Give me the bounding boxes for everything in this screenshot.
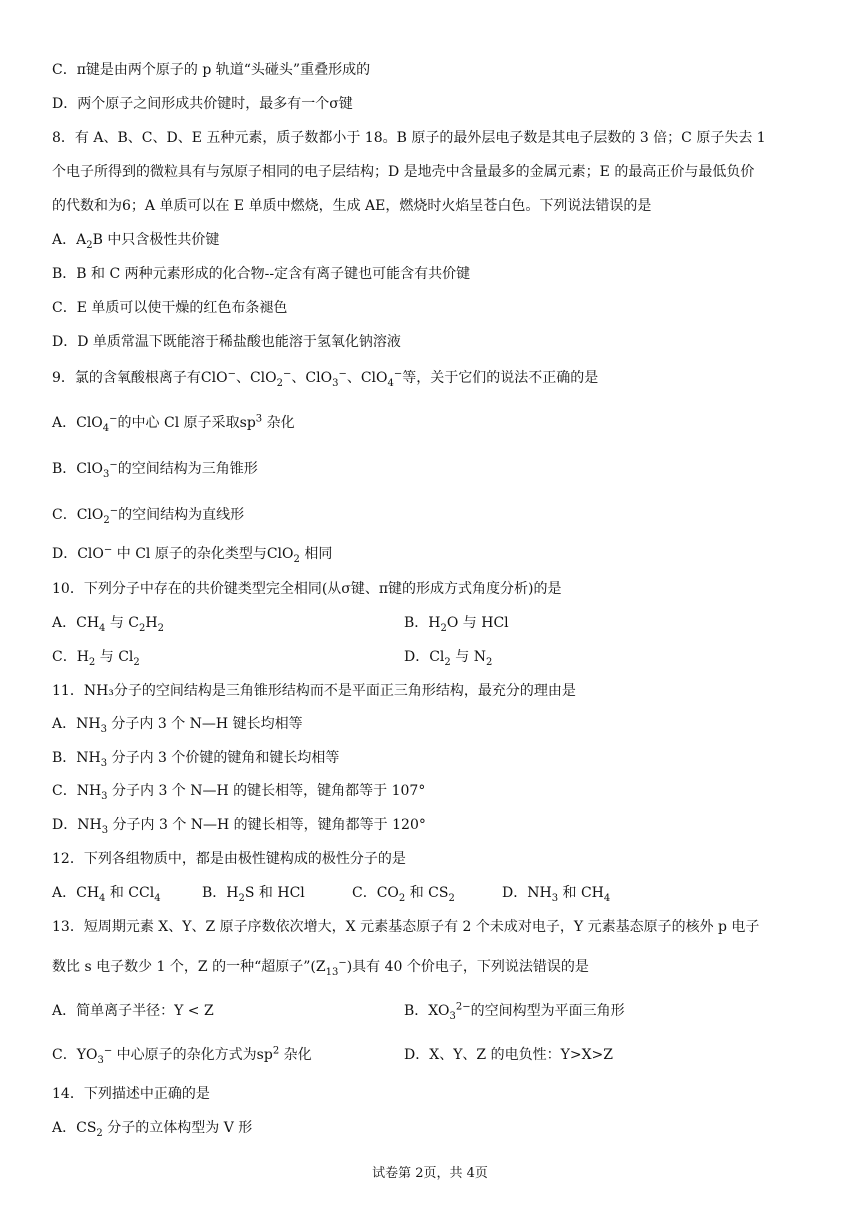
option-d-q11: D．$NH_3$ 分子内 3 个 N—H 的键长相等，键角都等于 120° xyxy=(52,817,426,836)
option-b-q11: B．$NH_3$ 分子内 3 个价键的键角和键长均相等 xyxy=(52,750,340,769)
option-a-q11: A．$NH_3$ 分子内 3 个 N—H 键长均相等 xyxy=(52,716,303,735)
question-14: 14．下列描述中正确的是 xyxy=(52,1086,210,1102)
question-12: 12．下列各组物质中，都是由极性键构成的极性分子的是 xyxy=(52,851,406,867)
question-8-line3: 的代数和为6；A 单质可以在 E 单质中燃烧，生成 AE，燃烧时火焰呈苍白色。下列说法错误的是 xyxy=(52,198,652,214)
question-10: 10．下列分子中存在的共价键类型完全相同(从σ键、π键的形成方式角度分析)的是 xyxy=(52,581,562,597)
option-c-q9: C．ClO$_2$−的空间结构为直线形 xyxy=(52,505,245,526)
question-11: 11．NH₃分子的空间结构是三角锥形结构而不是平面正三角形结构，最充分的理由是 xyxy=(52,683,576,699)
option-c-q8: C．E 单质可以使干燥的红色布条褪色 xyxy=(52,300,288,316)
options-ab-q13: A．简单离子半径：Y < Z B．$XO_3^{2-}$的空间构型为平面三角形 xyxy=(52,1001,625,1022)
option-b-q9: B．ClO$_3$−的空间结构为三角锥形 xyxy=(52,459,258,480)
option-d-q8: D．D 单质常温下既能溶于稀盐酸也能溶于氢氧化钠溶液 xyxy=(52,334,401,350)
option-b-q8: B．B 和 C 两种元素形成的化合物--定含有离子键也可能含有共价键 xyxy=(52,266,471,282)
question-13-line1: 13．短周期元素 X、Y、Z 原子序数依次增大，X 元素基态原子有 2 个未成对电子，Y 元素基态原子的核外 p 电子 xyxy=(52,919,760,935)
option-a-q9: A．ClO$_4$−的中心 Cl 原子采取$sp^3$ 杂化 xyxy=(52,413,295,434)
option-c-q11: C．$NH_3$ 分子内 3 个 N—H 的键长相等，键角都等于 107° xyxy=(52,783,426,802)
options-ab-q10: A．$CH_4$ 与 $C_2H_2$ B．$H_2O$ 与 HCl xyxy=(52,615,509,634)
option-c-q7: C．π键是由两个原子的 p 轨道“头碰头”重叠形成的 xyxy=(52,62,371,78)
question-13-line2: 数比 s 电子数少 1 个，Z 的一种“超原子$”(Z_{13}^-)$具有 40 个价电子，下列说法错误的是 xyxy=(52,957,589,978)
options-cd-q13: C．$YO_3^-$ 中心原子的杂化方式为$sp^2$ 杂化 D．X、Y、Z 的电负性：Y>X>Z xyxy=(52,1045,614,1066)
page-footer: 试卷第 2页，共 4页 xyxy=(372,1166,488,1181)
option-d-q9: D．ClO− 中 Cl 原子的杂化类型与ClO$_2$ 相同 xyxy=(52,544,333,565)
question-8-line1: 8．有 A、B、C、D、E 五种元素，质子数都小于 18。B 原子的最外层电子数是其电子层数的 3 倍；C 原子失去 1 xyxy=(52,130,766,146)
options-cd-q10: C．$H_2$ 与 $Cl_2$ D．$Cl_2$ 与 $N_2$ xyxy=(52,649,493,668)
option-a-q8: A．$A_2B$ 中只含极性共价键 xyxy=(52,232,220,251)
question-8-line2: 个电子所得到的微粒具有与氖原子相同的电子层结构；D 是地壳中含量最多的金属元素；E 的最高正价与最低负价 xyxy=(52,164,755,180)
question-9: 9．氯的含氧酸根离子有ClO−、ClO$_2$−、ClO$_3$−、ClO$_4$−等，关于它们的说法不正确的是 xyxy=(52,368,599,389)
options-q12: A．$CH_4$ 和 CCl$_4$ B．$H_2S$ 和 HCl C．$CO_2$ 和 $CS_2$ D．$NH_3$ 和 $CH_4$ xyxy=(52,885,611,904)
option-d-q7: D．两个原子之间形成共价键时，最多有一个σ键 xyxy=(52,96,353,112)
option-a-q14: A．$CS_2$ 分子的立体构型为 V 形 xyxy=(52,1120,253,1139)
